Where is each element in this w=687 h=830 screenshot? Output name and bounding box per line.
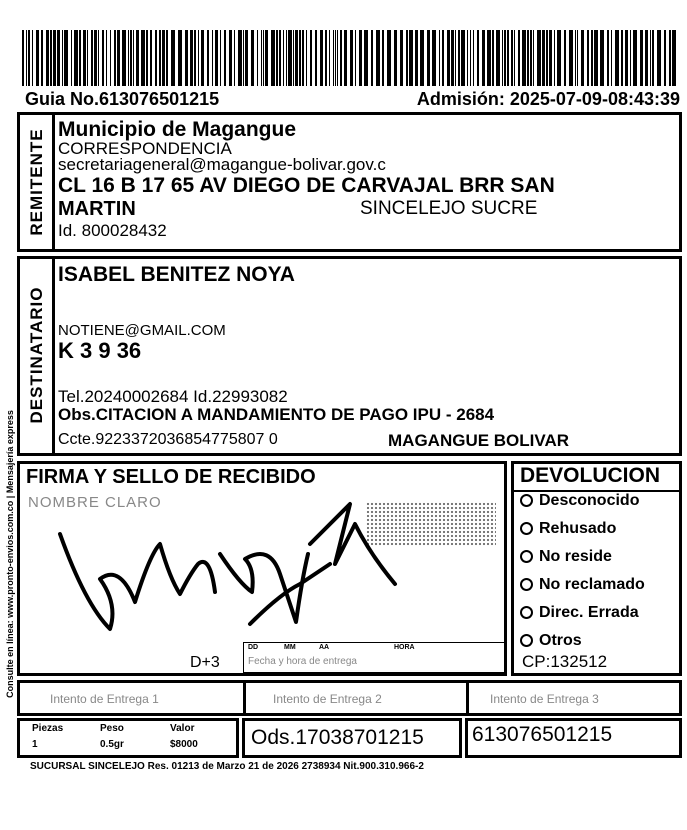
recipient-ccte: Ccte.9223372036854775807 0 <box>58 431 278 448</box>
barcode-bar <box>458 30 460 86</box>
guia-number: 613076501215 <box>472 723 613 746</box>
barcode-bar <box>114 30 116 86</box>
barcode-bar <box>122 30 126 86</box>
barcode-bar <box>549 30 552 86</box>
barcode-bar <box>130 30 132 86</box>
barcode-bar <box>492 30 494 86</box>
barcode-bar <box>201 30 204 86</box>
barcode-bar <box>333 30 334 86</box>
weight-label: Peso <box>100 723 124 734</box>
barcode-bar <box>238 30 242 86</box>
barcode-bar <box>575 30 576 86</box>
remitente-label: REMITENTE <box>27 128 46 236</box>
radio-circle-icon <box>520 634 533 647</box>
barcode-bar <box>79 30 81 86</box>
barcode-bar <box>302 30 304 86</box>
barcode-bar <box>394 30 397 86</box>
barcode-bar <box>224 30 226 86</box>
barcode-bar <box>487 30 491 86</box>
sender-address-line1: CL 16 B 17 65 AV DIEGO DE CARVAJAL BRR SAN <box>58 174 555 197</box>
date-label-aa: AA <box>319 644 330 651</box>
barcode-bar <box>518 30 520 86</box>
return-title: DEVOLUCION <box>520 464 661 487</box>
return-option-label: Otros <box>539 632 582 649</box>
barcode-bar <box>502 30 503 86</box>
barcode-bar <box>243 30 244 86</box>
barcode-bar <box>672 30 676 86</box>
barcode-bar <box>382 30 384 86</box>
side-note: Consulte en línea: www.pronto-envios.com.co | Mensajería express <box>5 410 15 698</box>
barcode-bar <box>234 30 235 86</box>
barcode-bar <box>57 30 60 86</box>
barcode-bar <box>533 30 534 86</box>
barcode-bar <box>212 30 213 86</box>
barcode-bar <box>293 30 294 86</box>
date-caption: Fecha y hora de entrega <box>248 656 357 667</box>
barcode-bar <box>467 30 468 86</box>
barcode-bar <box>98 30 99 86</box>
barcode-bar <box>251 30 254 86</box>
barcode-bar <box>335 30 336 86</box>
return-option[interactable] <box>520 548 612 566</box>
barcode-bar <box>288 30 292 86</box>
barcode-bar <box>455 30 456 86</box>
barcode-bar <box>50 30 52 86</box>
barcode-bar <box>141 30 145 86</box>
footer-text: SUCURSAL SINCELEJO Res. 01213 de Marzo 21 de 2026 2738934 Nit.900.310.966-2 <box>30 761 424 772</box>
barcode-bar <box>447 30 450 86</box>
guia-number-box <box>465 718 682 758</box>
barcode-bar <box>350 30 353 86</box>
barcode-bar <box>171 30 175 86</box>
barcode-bar <box>591 30 593 86</box>
delivery-date-box <box>243 642 505 673</box>
date-label-mm: MM <box>284 644 296 651</box>
barcode-bar <box>611 30 612 86</box>
barcode-bar <box>633 30 637 86</box>
barcode-bar <box>155 30 157 86</box>
guia-number-header: Guia No.613076501215 <box>25 89 220 109</box>
ods-box <box>242 718 462 758</box>
barcode-bar <box>83 30 86 86</box>
delivery-days: D+3 <box>190 654 220 671</box>
barcode-bar <box>106 30 107 86</box>
barcode-bar <box>409 30 413 86</box>
barcode-bar <box>594 30 598 86</box>
postal-code: CP:132512 <box>522 652 608 671</box>
sender-city: SINCELEJO SUCRE <box>360 198 538 219</box>
barcode-bar <box>657 30 661 86</box>
barcode-bar <box>279 30 281 86</box>
admission-datetime: Admisión: 2025-07-09-08:43:39 <box>416 89 680 109</box>
barcode-bar <box>400 30 403 86</box>
barcode-bar <box>364 30 368 86</box>
barcode-bar <box>198 30 199 86</box>
barcode-bar <box>22 30 24 86</box>
barcode-bar <box>542 30 545 86</box>
barcode-bar <box>640 30 643 86</box>
weight-value: 0.5gr <box>100 739 124 750</box>
pieces-label: Piezas <box>32 723 64 734</box>
barcode-bar <box>600 30 604 86</box>
barcode-bar <box>146 30 148 86</box>
barcode-bar <box>28 30 30 86</box>
sender-email: secretariageneral@magangue-bolivar.gov.c <box>58 155 386 174</box>
radio-circle-icon <box>520 578 533 591</box>
return-option-label: No reclamado <box>539 576 645 593</box>
barcode-bar <box>87 30 88 86</box>
barcode-bar <box>507 30 509 86</box>
destinatario-section <box>17 256 682 456</box>
recipient-address: K 3 9 36 <box>58 338 142 363</box>
barcode-bar <box>522 30 526 86</box>
delivery-attempt-2: Intento de Entrega 2 <box>273 692 382 706</box>
barcode-bar <box>546 30 548 86</box>
barcode-bar <box>32 30 33 86</box>
date-label-dd: DD <box>248 644 259 651</box>
barcode-bar <box>41 30 43 86</box>
barcode-bar <box>166 30 168 86</box>
return-option-label: Direc. Errada <box>539 604 639 621</box>
date-label-hora: HORA <box>394 644 415 651</box>
barcode-bar <box>477 30 479 86</box>
barcode-bar <box>344 30 347 86</box>
barcode-bar <box>530 30 532 86</box>
barcode-bar <box>371 30 373 86</box>
barcode-bar <box>245 30 248 86</box>
barcode-bar <box>420 30 424 86</box>
nombre-claro-label: NOMBRE CLARO <box>28 494 162 511</box>
barcode-bar <box>514 30 515 86</box>
radio-circle-icon <box>520 522 533 535</box>
barcode-bar <box>185 30 188 86</box>
barcode-bar <box>110 30 111 86</box>
barcode-bar <box>527 30 529 86</box>
barcode-bar <box>162 30 165 86</box>
barcode-bar <box>26 30 27 86</box>
barcode-bar <box>220 30 221 86</box>
barcode-bar <box>271 30 275 86</box>
barcode-bar <box>461 30 465 86</box>
barcode-bar <box>190 30 193 86</box>
barcode-bar <box>64 30 68 86</box>
barcode-bar <box>607 30 609 86</box>
barcode-bar <box>229 30 232 86</box>
value-amount: $8000 <box>170 739 198 750</box>
barcode-bar <box>194 30 196 86</box>
barcode-bar <box>621 30 623 86</box>
barcode-bar <box>74 30 78 86</box>
barcode-bar <box>133 30 134 86</box>
barcode-bar <box>569 30 573 86</box>
return-option[interactable] <box>520 520 616 538</box>
return-option[interactable] <box>520 604 639 622</box>
barcode-bar <box>473 30 474 86</box>
shipment-totals <box>17 718 239 758</box>
barcode-bar <box>46 30 49 86</box>
sender-department: CORRESPONDENCIA <box>58 139 232 158</box>
barcode-bar <box>53 30 56 86</box>
barcode-bar <box>315 30 317 86</box>
barcode-bar <box>337 30 338 86</box>
barcode-bar <box>150 30 152 86</box>
barcode-bar <box>669 30 671 86</box>
barcode-bar <box>263 30 264 86</box>
barcode-bar <box>630 30 631 86</box>
barcode-bar <box>178 30 182 86</box>
recipient-email: NOTIENE@GMAIL.COM <box>58 322 226 339</box>
barcode-bar <box>577 30 578 86</box>
barcode-bar <box>451 30 454 86</box>
barcode-bar <box>615 30 619 86</box>
barcode-bar <box>257 30 258 86</box>
barcode-bar <box>645 30 648 86</box>
barcode-bar <box>276 30 278 86</box>
barcode-bar <box>557 30 561 86</box>
return-section <box>511 461 682 676</box>
barcode-bar <box>215 30 218 86</box>
barcode-bar <box>128 30 129 86</box>
barcode-bar <box>310 30 312 86</box>
sender-id: Id. 800028432 <box>58 221 167 240</box>
sender-name: Municipio de Magangue <box>58 118 297 141</box>
barcode-bar <box>340 30 342 86</box>
barcode-bar <box>554 30 555 86</box>
return-option[interactable] <box>520 632 582 650</box>
barcode-bar <box>306 30 307 86</box>
barcode-bar <box>442 30 444 86</box>
barcode-bar <box>664 30 666 86</box>
barcode-bar <box>36 30 39 86</box>
barcode-bar <box>650 30 651 86</box>
pieces-value: 1 <box>32 739 38 750</box>
barcode-bar <box>439 30 440 86</box>
barcode-bar <box>136 30 139 86</box>
return-option-label: Desconocido <box>539 492 640 509</box>
barcode-bar <box>62 30 63 86</box>
return-option-label: Rehusado <box>539 520 617 537</box>
recipient-observations: Obs.CITACION A MANDAMIENTO DE PAGO IPU - 2684 <box>58 405 495 424</box>
barcode-bar <box>207 30 209 86</box>
barcode-bar <box>482 30 485 86</box>
barcode-bar <box>91 30 93 86</box>
recipient-name: ISABEL BENITEZ NOYA <box>58 263 295 286</box>
radio-circle-icon <box>520 606 533 619</box>
barcode-bar <box>325 30 327 86</box>
barcode-bar <box>387 30 391 86</box>
destinatario-label: DESTINATARIO <box>27 286 46 424</box>
radio-circle-icon <box>520 550 533 563</box>
remitente-section <box>17 112 682 252</box>
barcode-bar <box>159 30 161 86</box>
recipient-city: MAGANGUE BOLIVAR <box>388 431 570 450</box>
stamp-mark <box>366 502 496 546</box>
barcode-bar <box>329 30 330 86</box>
barcode-bar <box>537 30 541 86</box>
barcode-bar <box>504 30 506 86</box>
delivery-attempt-1: Intento de Entrega 1 <box>50 692 159 706</box>
barcode-bar <box>587 30 589 86</box>
barcode-bar <box>283 30 284 86</box>
signature-section <box>17 461 507 676</box>
barcode-bar <box>376 30 380 86</box>
signature-title: FIRMA Y SELLO DE RECIBIDO <box>26 466 316 488</box>
barcode-bar <box>320 30 323 86</box>
barcode-bar <box>432 30 436 86</box>
barcode-bar <box>470 30 471 86</box>
barcode-bar <box>94 30 97 86</box>
barcode-bar <box>117 30 120 86</box>
barcode-bar <box>261 30 262 86</box>
barcode-bar <box>71 30 72 86</box>
barcode-bar <box>286 30 287 86</box>
value-label: Valor <box>170 723 195 734</box>
barcode-bar <box>265 30 268 86</box>
barcode-bar <box>652 30 654 86</box>
barcode-bar <box>496 30 500 86</box>
recipient-phone: Tel.20240002684 Id.22993082 <box>58 387 288 406</box>
barcode-bar <box>355 30 356 86</box>
barcode-bar <box>415 30 418 86</box>
barcode-bar <box>102 30 104 86</box>
ods-number: Ods.17038701215 <box>251 726 424 749</box>
barcode-bar <box>299 30 301 86</box>
barcode-bar <box>564 30 566 86</box>
barcode-bar <box>359 30 362 86</box>
return-option-label: No reside <box>539 548 612 565</box>
barcode <box>22 30 682 86</box>
return-option[interactable] <box>520 576 645 594</box>
return-option[interactable] <box>520 492 639 510</box>
barcode-bar <box>511 30 513 86</box>
barcode-bar <box>581 30 584 86</box>
barcode-bar <box>625 30 628 86</box>
barcode-bar <box>406 30 408 86</box>
delivery-attempt-3: Intento de Entrega 3 <box>490 692 599 706</box>
barcode-bar <box>427 30 430 86</box>
sender-address-line2: MARTIN <box>58 198 136 220</box>
barcode-bar <box>295 30 298 86</box>
delivery-attempts-row <box>17 680 682 716</box>
radio-circle-icon <box>520 494 533 507</box>
